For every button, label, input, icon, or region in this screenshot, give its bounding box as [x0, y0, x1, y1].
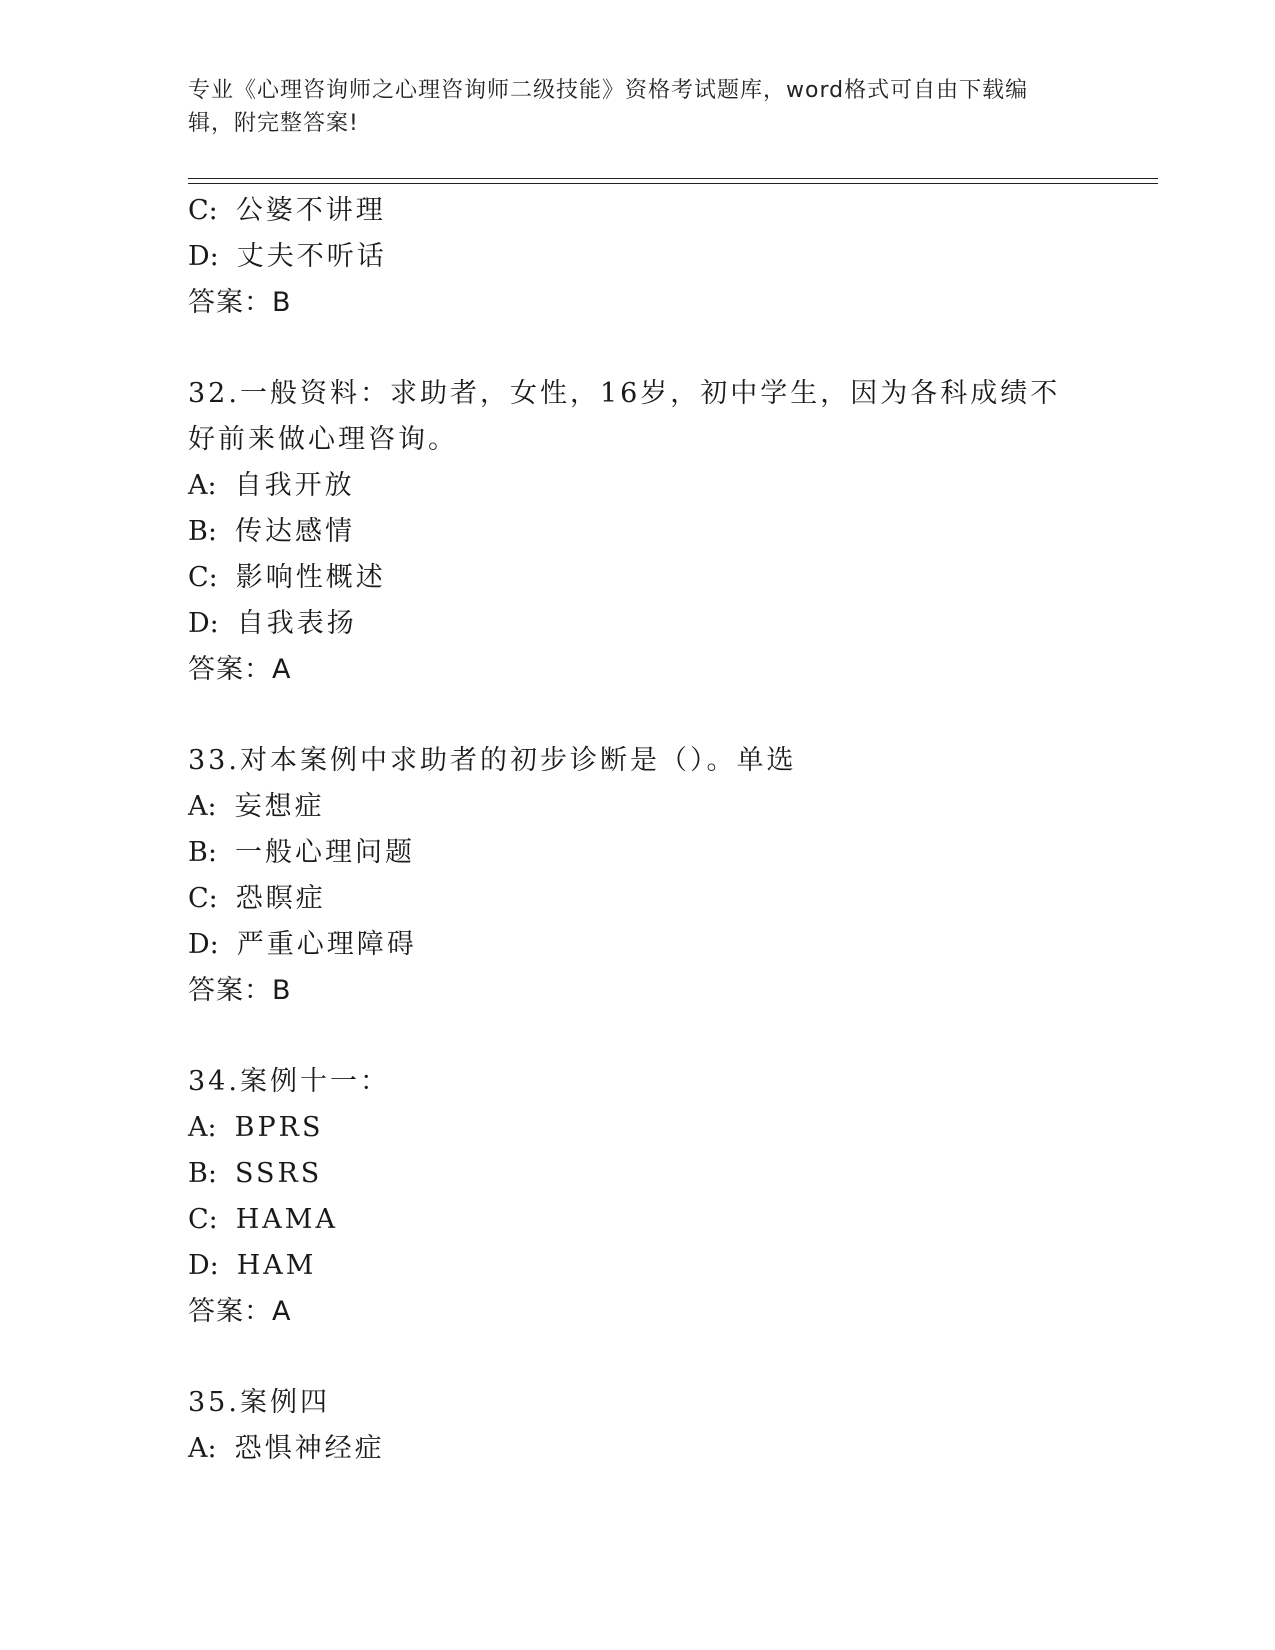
question-stem: 34.案例十一：	[188, 1066, 390, 1097]
option-c: C: 恐瞑症	[188, 883, 326, 914]
option-d: D: 严重心理障碍	[188, 929, 417, 960]
option-a: A: 妄想症	[188, 791, 325, 822]
option-b: B: 一般心理问题	[188, 837, 415, 868]
option-d: D: HAM	[188, 1250, 317, 1281]
answer-line: 答案：A	[188, 654, 292, 685]
answer-line: 答案：B	[188, 975, 292, 1006]
question-34	[188, 1059, 1088, 1335]
option-a: A: BPRS	[188, 1112, 324, 1143]
answer-line: 答案：B	[188, 287, 292, 318]
header-rule-bottom	[188, 183, 1158, 184]
answer-line: 答案：A	[188, 1296, 292, 1327]
option-a: A: 恐惧神经症	[188, 1433, 385, 1464]
question-list	[188, 188, 1088, 1472]
question-32	[188, 371, 1088, 693]
continued-question	[188, 188, 1088, 326]
question-35	[188, 1380, 1088, 1472]
option-b: B: 传达感情	[188, 516, 355, 547]
option-c: C: 公婆不讲理	[188, 195, 386, 226]
question-stem: 33.对本案例中求助者的初步诊断是（）。单选	[188, 745, 797, 776]
question-stem: 32.一般资料：求助者，女性，16岁，初中学生，因为各科成绩不好前来做心理咨询。	[188, 378, 1061, 455]
option-b: B: SSRS	[188, 1158, 323, 1189]
option-c: C: 影响性概述	[188, 562, 386, 593]
option-d: D: 丈夫不听话	[188, 241, 387, 272]
option-a: A: 自我开放	[188, 470, 355, 501]
question-stem: 35.案例四	[188, 1387, 330, 1418]
header-rule-top	[188, 178, 1158, 179]
option-d: D: 自我表扬	[188, 608, 357, 639]
document-header: 专业《心理咨询师之心理咨询师二级技能》资格考试题库，word格式可自由下载编辑，附完整答案!	[188, 78, 1029, 136]
option-c: C: HAMA	[188, 1204, 338, 1235]
question-33	[188, 738, 1088, 1014]
